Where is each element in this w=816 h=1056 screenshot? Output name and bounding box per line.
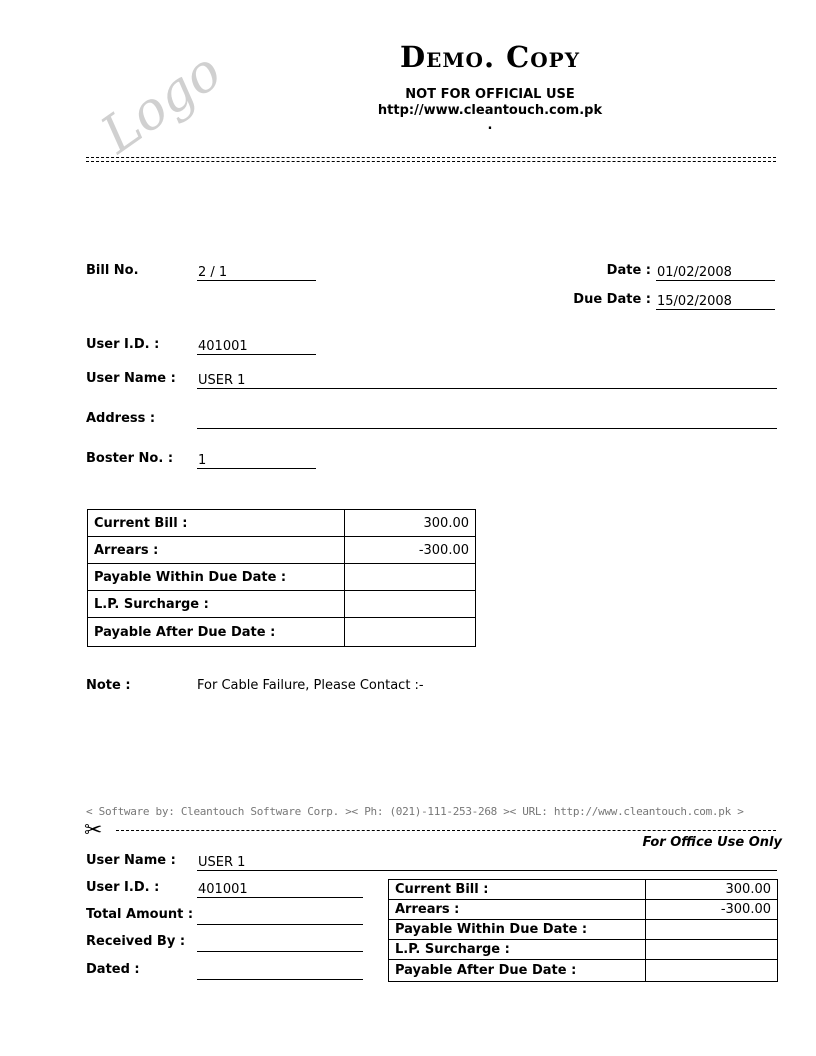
charge-value	[345, 591, 476, 618]
user-name-value: USER 1	[197, 372, 777, 389]
charge-label: Payable After Due Date :	[389, 960, 646, 982]
date-label: Date :	[606, 263, 651, 278]
table-row	[389, 920, 778, 940]
address-value	[197, 412, 777, 429]
charge-value	[345, 564, 476, 591]
charge-value	[646, 920, 778, 940]
bill-no-label: Bill No.	[86, 263, 139, 278]
boster-no-value: 1	[197, 452, 316, 469]
table-row	[88, 510, 476, 537]
charge-label: Payable After Due Date :	[88, 618, 345, 647]
table-row	[389, 880, 778, 900]
bill-no-value: 2 / 1	[197, 264, 316, 281]
user-name-label: User Name :	[86, 371, 176, 386]
stub-user-name-value: USER 1	[197, 854, 777, 871]
stub-received-by-value	[197, 935, 363, 952]
stub-total-amount-value	[197, 908, 363, 925]
logo-watermark	[88, 41, 233, 166]
charge-value	[345, 618, 476, 647]
table-row	[88, 537, 476, 564]
address-label: Address :	[86, 411, 156, 426]
charge-value: -300.00	[646, 900, 778, 920]
charge-value	[646, 960, 778, 982]
charge-value: 300.00	[646, 880, 778, 900]
not-official-notice: NOT FOR OFFICIAL USE	[405, 87, 575, 102]
table-row	[389, 900, 778, 920]
table-row	[88, 618, 476, 647]
date-value: 01/02/2008	[656, 264, 775, 281]
boster-no-label: Boster No. :	[86, 451, 174, 466]
office-use-label: For Office Use Only	[642, 835, 782, 850]
stub-user-id-value: 401001	[197, 881, 363, 898]
stub-dated-value	[197, 963, 363, 980]
software-credit: < Software by: Cleantouch Software Corp. >< Ph: (021)-111-253-268 >< URL: http://www.cleantouch.com.pk >	[86, 805, 744, 818]
charges-table	[87, 509, 476, 647]
due-date-label: Due Date :	[573, 292, 651, 307]
header-divider	[86, 157, 776, 162]
scissors-icon: ✂	[84, 818, 103, 843]
stub-user-id-label: User I.D. :	[86, 880, 160, 895]
table-row	[389, 960, 778, 982]
charge-value: -300.00	[345, 537, 476, 564]
stub-received-by-label: Received By :	[86, 934, 186, 949]
due-date-value: 15/02/2008	[656, 293, 775, 310]
note-text: For Cable Failure, Please Contact :-	[197, 678, 424, 693]
logo-text: Logo	[90, 41, 233, 166]
charge-label: Arrears :	[389, 900, 646, 920]
user-id-value: 401001	[197, 338, 316, 355]
charge-label: Current Bill :	[88, 510, 345, 537]
charge-label: L.P. Surcharge :	[389, 940, 646, 960]
table-row	[88, 591, 476, 618]
stub-user-name-label: User Name :	[86, 853, 176, 868]
note-label: Note :	[86, 678, 131, 693]
cut-line	[116, 830, 776, 831]
charge-label: Arrears :	[88, 537, 345, 564]
charge-value: 300.00	[345, 510, 476, 537]
charge-label: L.P. Surcharge :	[88, 591, 345, 618]
website-url: http://www.cleantouch.com.pk	[377, 103, 603, 118]
table-row	[389, 940, 778, 960]
table-row	[88, 564, 476, 591]
header-dot: .	[487, 118, 493, 133]
charge-value	[646, 940, 778, 960]
charge-label: Payable Within Due Date :	[389, 920, 646, 940]
charge-label: Current Bill :	[389, 880, 646, 900]
charge-label: Payable Within Due Date :	[88, 564, 345, 591]
user-id-label: User I.D. :	[86, 337, 160, 352]
stub-total-amount-label: Total Amount :	[86, 907, 194, 922]
document-title: Demo. Copy	[400, 40, 580, 74]
stub-charges-table	[388, 879, 778, 982]
stub-dated-label: Dated :	[86, 962, 140, 977]
